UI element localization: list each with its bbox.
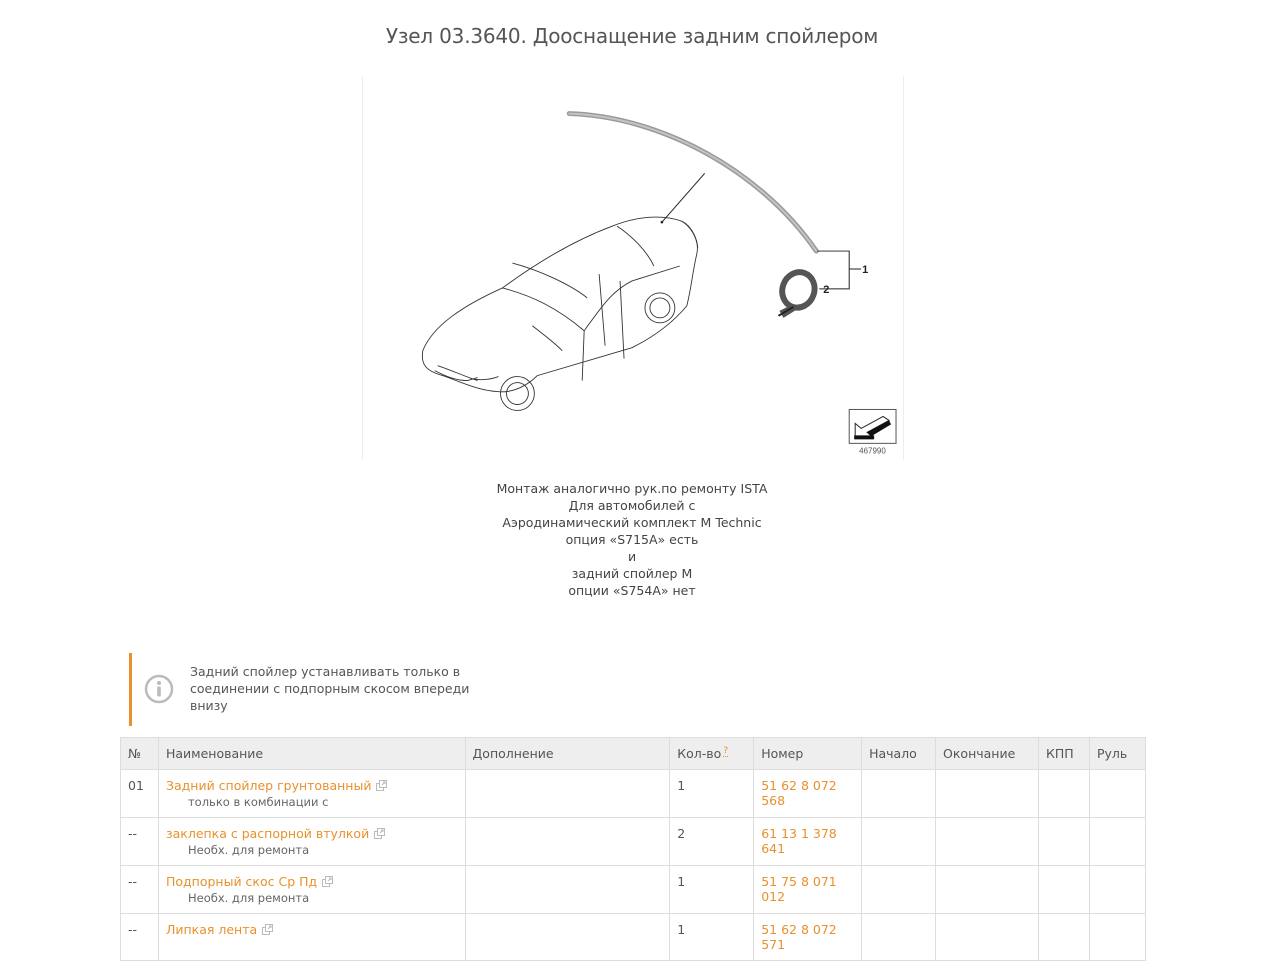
cell-extra bbox=[465, 866, 670, 914]
adhesive-tape-roll bbox=[777, 268, 819, 318]
open-window-icon[interactable] bbox=[322, 876, 333, 887]
part-note: только в комбинации с bbox=[187, 795, 329, 810]
info-callout bbox=[129, 653, 489, 726]
col-header-steering: Руль bbox=[1089, 738, 1145, 770]
cell-extra bbox=[465, 770, 670, 818]
cell-end bbox=[936, 770, 1039, 818]
note-line: опция «S715A» есть bbox=[565, 532, 699, 547]
cell-steering bbox=[1089, 770, 1145, 818]
table-header-row bbox=[121, 738, 1146, 770]
cell-name bbox=[158, 914, 465, 961]
col-header-number: Номер bbox=[754, 738, 862, 770]
col-header-gearbox: КПП bbox=[1038, 738, 1089, 770]
col-header-qty: Кол-во ? bbox=[670, 738, 754, 770]
info-text: Задний спойлер устанавливать только в соединении с подпорным скосом впереди внизу bbox=[190, 664, 470, 713]
cell-gearbox bbox=[1038, 914, 1089, 961]
cell-num: -- bbox=[121, 914, 159, 961]
cell-end bbox=[936, 818, 1039, 866]
parts-diagram[interactable] bbox=[362, 76, 904, 460]
cell-name bbox=[158, 770, 465, 818]
cell-gearbox bbox=[1038, 818, 1089, 866]
parts-table bbox=[120, 737, 1146, 961]
open-window-icon[interactable] bbox=[374, 828, 385, 839]
part-name-link[interactable]: Липкая лента bbox=[165, 922, 258, 938]
note-line: и bbox=[627, 549, 637, 564]
cell-gearbox bbox=[1038, 866, 1089, 914]
note-line: Для автомобилей с bbox=[568, 498, 696, 513]
cell-name bbox=[158, 866, 465, 914]
part-name-link[interactable]: заклепка с распорной втулкой bbox=[165, 826, 370, 842]
col-header-num: № bbox=[121, 738, 159, 770]
cell-num: -- bbox=[121, 818, 159, 866]
cell-qty: 1 bbox=[670, 770, 754, 818]
cell-end bbox=[936, 914, 1039, 961]
svg-text:2: 2 bbox=[823, 283, 830, 296]
col-header-start: Начало bbox=[862, 738, 936, 770]
page-title: Узел 03.3640. Дооснащение задним спойлером bbox=[385, 24, 879, 49]
diagram-image-number: 467990 bbox=[859, 446, 886, 456]
col-header-extra: Дополнение bbox=[465, 738, 670, 770]
col-header-name: Наименование bbox=[158, 738, 465, 770]
note-line: задний спойлер M bbox=[571, 566, 693, 581]
table-row bbox=[121, 770, 1146, 818]
table-row bbox=[121, 818, 1146, 866]
cell-qty: 2 bbox=[670, 818, 754, 866]
cell-start bbox=[862, 914, 936, 961]
cell-num: 01 bbox=[121, 770, 159, 818]
part-note: Необх. для ремонта bbox=[187, 843, 310, 858]
assembly-notes bbox=[0, 480, 1264, 599]
cell-gearbox bbox=[1038, 770, 1089, 818]
cell-start bbox=[862, 866, 936, 914]
col-header-end: Окончание bbox=[936, 738, 1039, 770]
part-number-link[interactable]: 51 62 8 072 571 bbox=[761, 922, 837, 953]
cell-end bbox=[936, 866, 1039, 914]
diagram-illustration bbox=[363, 76, 903, 460]
cell-steering bbox=[1089, 818, 1145, 866]
cell-steering bbox=[1089, 866, 1145, 914]
qty-hint-icon[interactable]: ? bbox=[723, 746, 729, 756]
open-window-icon[interactable] bbox=[376, 780, 387, 791]
cell-qty: 1 bbox=[670, 914, 754, 961]
part-number-link[interactable]: 61 13 1 378 641 bbox=[761, 826, 837, 857]
cell-name bbox=[158, 818, 465, 866]
svg-text:1: 1 bbox=[862, 263, 869, 276]
cell-extra bbox=[465, 818, 670, 866]
table-row bbox=[121, 866, 1146, 914]
part-name-link[interactable]: Задний спойлер грунтованный bbox=[165, 778, 372, 794]
note-line: Аэродинамический комплект M Technic bbox=[502, 515, 762, 530]
part-name-link[interactable]: Подпорный скос Ср Пд bbox=[165, 874, 318, 890]
cell-number bbox=[754, 770, 862, 818]
part-note: Необх. для ремонта bbox=[187, 891, 310, 906]
cell-start bbox=[862, 770, 936, 818]
cell-number bbox=[754, 866, 862, 914]
info-circle-icon bbox=[143, 673, 175, 705]
note-line: Монтаж аналогично рук.по ремонту ISTA bbox=[496, 481, 768, 496]
note-line: опции «S754A» нет bbox=[568, 583, 696, 598]
open-window-icon[interactable] bbox=[262, 924, 273, 935]
cell-start bbox=[862, 818, 936, 866]
cell-num: -- bbox=[121, 866, 159, 914]
part-number-link[interactable]: 51 75 8 071 012 bbox=[761, 874, 837, 905]
cell-number bbox=[754, 914, 862, 961]
cell-qty: 1 bbox=[670, 866, 754, 914]
table-row bbox=[121, 914, 1146, 961]
cell-number bbox=[754, 818, 862, 866]
cell-extra bbox=[465, 914, 670, 961]
cell-steering bbox=[1089, 914, 1145, 961]
part-number-link[interactable]: 51 62 8 072 568 bbox=[761, 778, 837, 809]
